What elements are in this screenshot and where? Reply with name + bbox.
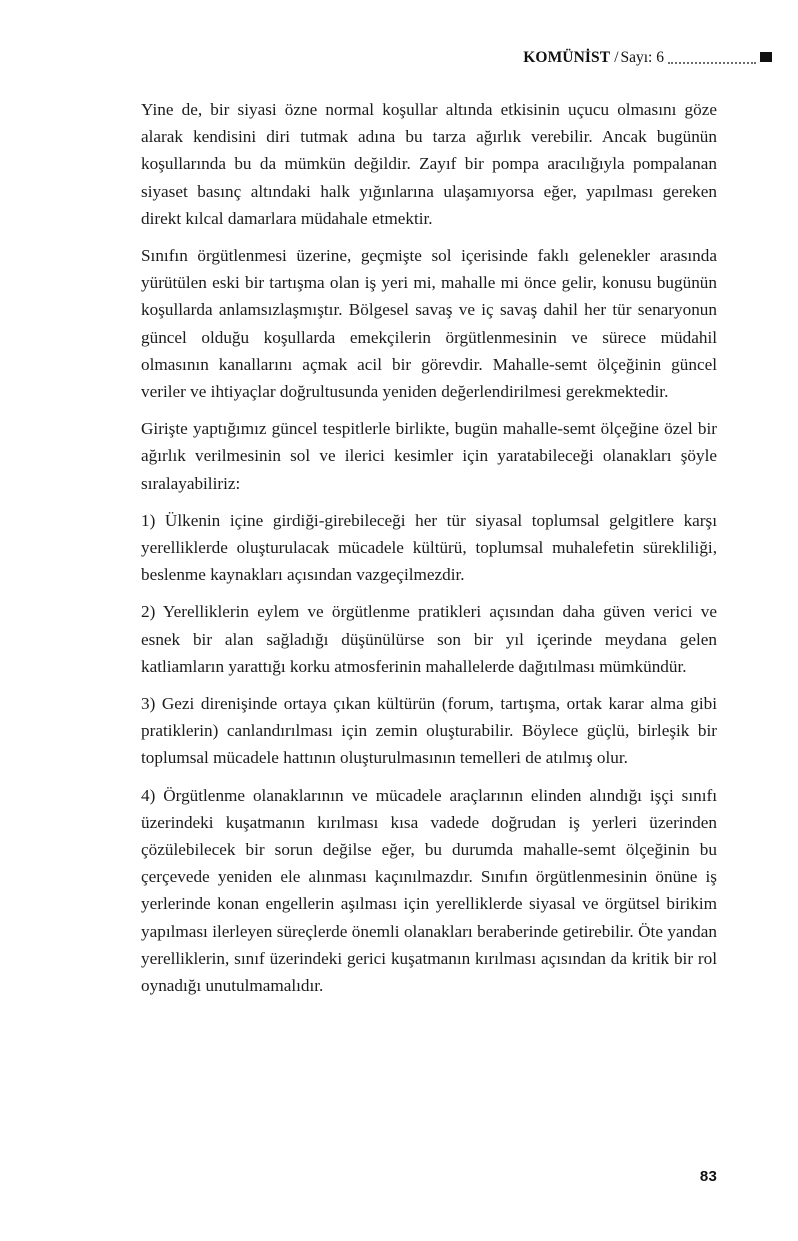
numbered-item: 4) Örgütlenme olanaklarının ve mücadele araçlarının elinden alındığı işçi sınıfı üzerindeki kuşatmanın kırılması kısa vadede doğrudan iş yerleri üzerinden çözülebilecek bir sorun değilse eğer, bu durumda mahalle-semt ölçeğinin bu çerçevede yeniden ele alınması kaçınılmazdır. Sınıfın örgütlenmesinin önüne iş yerlerinde konan engellerin aşılması için yerelliklerde siyasal ve örgütsel birikim yapılması ilerleyen süreçlerde önemli olanakları beraberinde getirebilir. Öte yandan yerelliklerin, sınıf üzerindeki gerici kuşatmanın kırılması açısından da kritik bir rol oynadığı unutulmamalıdır. (141, 785, 717, 996)
publication-title: KOMÜNİST (523, 49, 611, 66)
numbered-item: 3) Gezi direnişinde ortaya çıkan kültürün (forum, tartışma, ortak karar alma gibi pratiklerin) canlandırılması için zemin oluşturabilir. Böylece güçlü, birleşik bir toplumsal mücadele hattının oluşturulmasının temelleri de atılmış olur. (141, 694, 717, 768)
paragraph: Yine de, bir siyasi özne normal koşullar altında etkisinin uçucu olmasını göze alarak kendisini diri tutmak adına bu tarza ağırlık verebilir. Ancak bugünün koşullarında bu da mümkün değildir. Zayıf bir pompa aracılığıyla pompalanan siyaset basınç altındaki halk yığınlarına ulaşamıyorsa eğer, yapılması gereken direkt kılcal damarlara müdahale etmektir. (141, 100, 717, 228)
numbered-item: 1) Ülkenin içine girdiği-girebileceği her tür siyasal toplumsal gelgitlere karşı yerelliklerde oluşturulacak mücadele kültürü, toplumsal muhalefetin sürekliliği, beslenme kaynakları açısından vazgeçilmezdir. (141, 510, 717, 585)
paragraph: Girişte yaptığımız güncel tespitlerle birlikte, bugün mahalle-semt ölçeğine özel bir ağırlık verilmesinin sol ve ilerici kesimler için yaratabileceği olanakları şöyle sıralayabiliriz: (141, 419, 717, 493)
numbered-item: 2) Yerelliklerin eylem ve örgütlenme pratikleri açısından daha güven verici ve esnek bir alan sağladığı düşünülürse son bir yıl içerinde meydana gelen katliamların yarattığı korku atmosferinin mahallelerde dağıtılması mümkündür. (141, 602, 717, 676)
dotted-leader-rule (668, 61, 756, 64)
header-separator: / (614, 49, 619, 66)
text-column (141, 96, 717, 999)
running-header (141, 46, 772, 70)
square-marker-icon (760, 52, 772, 62)
issue-number: Sayı: 6 (620, 49, 664, 66)
paragraph: Sınıfın örgütlenmesi üzerine, geçmişte sol içerisinde faklı gelenekler arasında yürütülen eski bir tartışma olan iş yeri mi, mahalle mi önce gelir, konusu bugünün koşullarda anlamsızlaşmıştır. Bölgesel savaş ve iç savaş dahil her tür senaryonun güncel olduğu koşullarda emekçilerin örgütlenmesinin ve sürece müdahil olmasının kanallarını açmak acil bir görevdir. Mahalle-semt ölçeğinin güncel veriler ve ihtiyaçlar doğrultusunda yeniden değerlendirilmesi gerekmektedir. (141, 246, 717, 402)
page-number: 83 (699, 1168, 717, 1185)
